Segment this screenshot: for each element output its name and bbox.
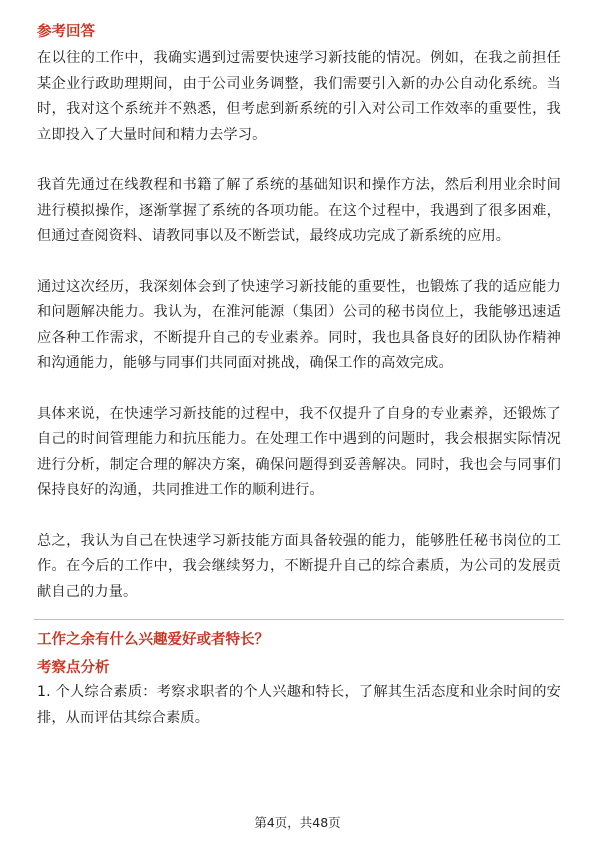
paragraph-gap — [37, 504, 561, 529]
paragraph-gap — [37, 148, 561, 173]
paragraph-gap — [37, 377, 561, 402]
paragraph-gap — [37, 250, 561, 275]
answer-paragraph-4: 具体来说，在快速学习新技能的过程中，我不仅提升了自身的专业素养，还锻炼了自己的时间管理能力和抗压能力。在处理工作中遇到的问题时，我会根据实际情况进行分析，制定合理的解决方案，确保问题得到妥善解决。同时，我也会与同事们保持良好的沟通，共同推进工作的顺利进行。 — [37, 405, 561, 498]
page-content — [37, 22, 561, 731]
question-title: 工作之余有什么兴趣爱好或者特长？ — [37, 632, 269, 648]
answer-paragraph-2: 我首先通过在线教程和书籍了解了系统的基础知识和操作方法，然后利用业余时间进行模拟操作，逐渐掌握了系统的各项功能。在这个过程中，我遇到了很多困难，但通过查阅资料、请教同事以及不断尝试，最终成功完成了新系统的应用。 — [37, 177, 561, 244]
answer-paragraph-3: 通过这次经历，我深刻体会到了快速学习新技能的重要性，也锻炼了我的适应能力和问题解决能力。我认为，在淮河能源（集团）公司的秘书岗位上，我能够迅速适应各种工作需求，不断提升自己的专业素养。同时，我也具备良好的团队协作精神和沟通能力，能够与同事们共同面对挑战，确保工作的高效完成。 — [37, 278, 561, 371]
answer-paragraph-1: 在以往的工作中，我确实遇到过需要快速学习新技能的情况。例如，在我之前担任某企业行政助理期间，由于公司业务调整，我们需要引入新的办公自动化系统。当时，我对这个系统并不熟悉，但考虑到新系统的引入对公司工作效率的重要性，我立即投入了大量时间和精力去学习。 — [37, 50, 561, 143]
analysis-heading: 考察点分析 — [37, 660, 110, 676]
analysis-text: 1. 个人综合素质：考察求职者的个人兴趣和特长，了解其生活态度和业余时间的安排，从而评估其综合素质。 — [37, 684, 561, 726]
answer-heading: 参考回答 — [37, 24, 95, 40]
answer-paragraph-5: 总之，我认为自己在快速学习新技能方面具备较强的能力，能够胜任秘书岗位的工作。在今后的工作中，我会继续努力，不断提升自己的综合素质，为公司的发展贡献自己的力量。 — [37, 532, 561, 600]
page-number: 第4页，共48页 — [254, 815, 341, 830]
